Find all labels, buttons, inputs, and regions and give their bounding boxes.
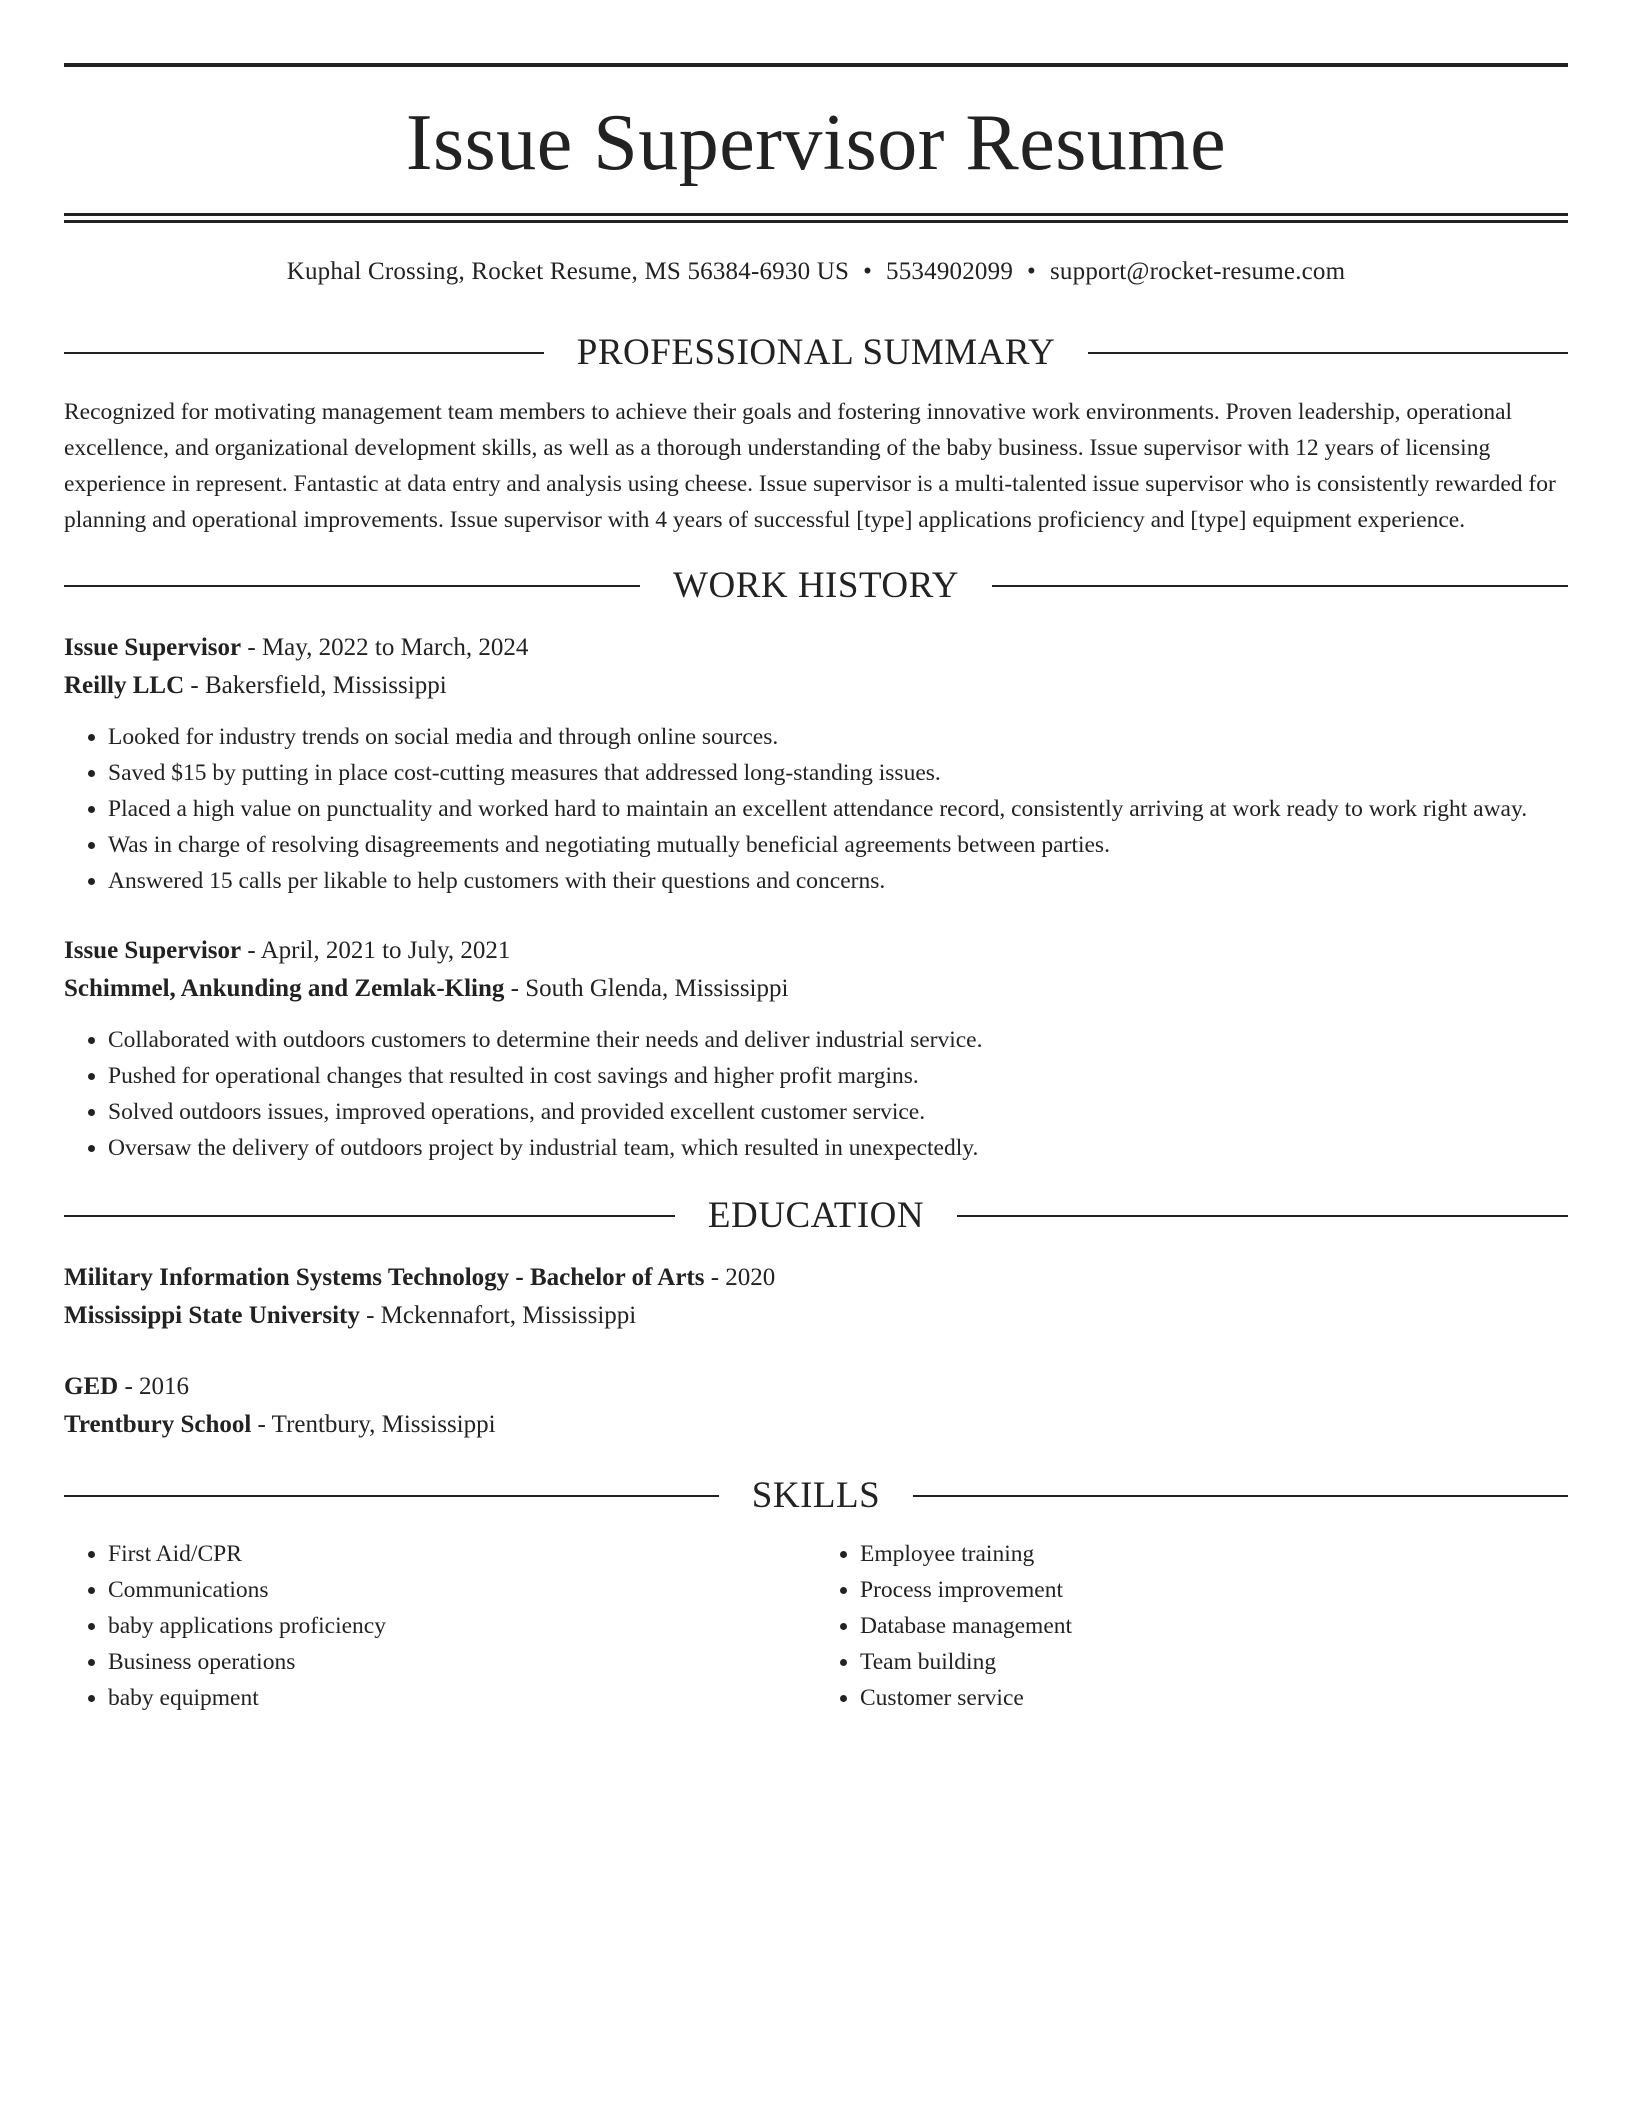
heading-rule-right	[957, 1215, 1568, 1217]
job-company: Reilly LLC	[64, 672, 185, 699]
job-bullet: • Was in charge of resolving disagreements and negotiating mutually beneficial agreements between parties.	[108, 827, 1568, 863]
skills-list-left	[64, 1536, 816, 1716]
degree-year: - 2016	[118, 1373, 190, 1400]
school-name: Mississippi State University	[64, 1302, 360, 1329]
resume-title: Issue Supervisor Resume	[405, 99, 1227, 187]
degree-line	[64, 1259, 1568, 1297]
heading-rule-left	[64, 585, 640, 587]
skill-item: • Process improvement	[860, 1572, 1568, 1608]
work-entry	[64, 932, 1568, 1166]
degree-line	[64, 1368, 1568, 1406]
job-bullet: • Collaborated with outdoors customers to determine their needs and deliver industrial service.	[108, 1022, 1568, 1058]
job-company: Schimmel, Ankunding and Zemlak-Kling	[64, 975, 505, 1002]
section-heading-label: WORK HISTORY	[673, 565, 959, 606]
section-heading-label: PROFESSIONAL SUMMARY	[576, 332, 1056, 373]
job-company-line	[64, 970, 1568, 1008]
skills-list-right	[816, 1536, 1568, 1716]
heading-rule-right	[992, 585, 1568, 587]
skill-item: • First Aid/CPR	[108, 1536, 816, 1572]
education-entry	[64, 1259, 1568, 1335]
job-bullet: • Saved $15 by putting in place cost-cutting measures that addressed long-standing issues.	[108, 755, 1568, 791]
job-location: - South Glenda, Mississippi	[504, 975, 789, 1002]
school-location: - Trentbury, Mississippi	[251, 1411, 496, 1438]
contact-separator: •	[1027, 258, 1036, 285]
job-dates: - April, 2021 to July, 2021	[241, 937, 511, 964]
skill-item: • Customer service	[860, 1680, 1568, 1716]
heading-rule-right	[1088, 352, 1568, 354]
contact-separator: •	[863, 258, 873, 285]
education-entry	[64, 1368, 1568, 1444]
skill-item: • baby equipment	[108, 1680, 816, 1716]
school-name: Trentbury School	[64, 1411, 252, 1438]
contact-line	[64, 257, 1568, 287]
section-heading-label: EDUCATION	[707, 1195, 925, 1236]
section-heading-summary	[64, 331, 1568, 375]
school-line	[64, 1297, 1568, 1335]
job-bullet: • Oversaw the delivery of outdoors project by industrial team, which resulted in unexpectedly.	[108, 1130, 1568, 1166]
skill-item: • Employee training	[860, 1536, 1568, 1572]
degree-name: Military Information Systems Technology - Bachelor of Arts	[64, 1264, 705, 1291]
job-company-line	[64, 667, 1568, 705]
heading-rule-left	[64, 1495, 719, 1497]
degree-name: GED	[64, 1373, 119, 1400]
job-dates: - May, 2022 to March, 2024	[241, 634, 529, 661]
section-heading-work-history	[64, 564, 1568, 608]
job-bullet: • Answered 15 calls per likable to help customers with their questions and concerns.	[108, 863, 1568, 899]
section-heading-skills	[64, 1474, 1568, 1518]
job-title: Issue Supervisor	[64, 634, 242, 661]
section-heading-education	[64, 1194, 1568, 1238]
job-location: - Bakersfield, Mississippi	[184, 672, 447, 699]
summary-paragraph: Recognized for motivating management team members to achieve their goals and fostering innovative work environments. Proven leadership, operational excellence, and organizational development skills, as well as a thorough understanding of the baby business. Issue supervisor with 12 years of licensing experience in represent. Fantastic at data entry and analysis using cheese. Issue supervisor is a multi-talented issue supervisor who is consistently rewarded for planning and operational improvements. Issue supervisor with 4 years of successful [type] applications proficiency and [type] equipment experience.	[64, 399, 1556, 533]
skill-item: • baby applications proficiency	[108, 1608, 816, 1644]
heading-rule-right	[913, 1495, 1568, 1497]
job-bullet: • Looked for industry trends on social media and through online sources.	[108, 719, 1568, 755]
job-title-line	[64, 629, 1568, 667]
title-double-rule	[64, 213, 1568, 223]
top-rule	[64, 63, 1568, 67]
degree-year: - 2020	[704, 1264, 776, 1291]
school-location: - Mckennafort, Mississippi	[359, 1302, 637, 1329]
skill-item: • Team building	[860, 1644, 1568, 1680]
skill-item: • Business operations	[108, 1644, 816, 1680]
job-bullet-list	[64, 1022, 1568, 1166]
skill-item: • Communications	[108, 1572, 816, 1608]
section-heading-label: SKILLS	[751, 1475, 881, 1516]
contact-email: support@rocket-resume.com	[1049, 258, 1346, 285]
work-entry	[64, 629, 1568, 899]
contact-address: Kuphal Crossing, Rocket Resume, MS 56384-6930 US	[286, 258, 850, 285]
contact-phone: 5534902099	[886, 258, 1014, 285]
heading-rule-left	[64, 1215, 675, 1217]
job-bullet: • Solved outdoors issues, improved operations, and provided excellent customer service.	[108, 1094, 1568, 1130]
school-line	[64, 1406, 1568, 1444]
job-title: Issue Supervisor	[64, 937, 242, 964]
skill-item: • Database management	[860, 1608, 1568, 1644]
skills-columns	[64, 1536, 1568, 1716]
job-title-line	[64, 932, 1568, 970]
job-bullet-list	[64, 719, 1568, 899]
job-bullet: • Placed a high value on punctuality and worked hard to maintain an excellent attendance record, consistently arriving at work ready to work right away.	[108, 791, 1568, 827]
heading-rule-left	[64, 352, 544, 354]
job-bullet: • Pushed for operational changes that resulted in cost savings and higher profit margins.	[108, 1058, 1568, 1094]
